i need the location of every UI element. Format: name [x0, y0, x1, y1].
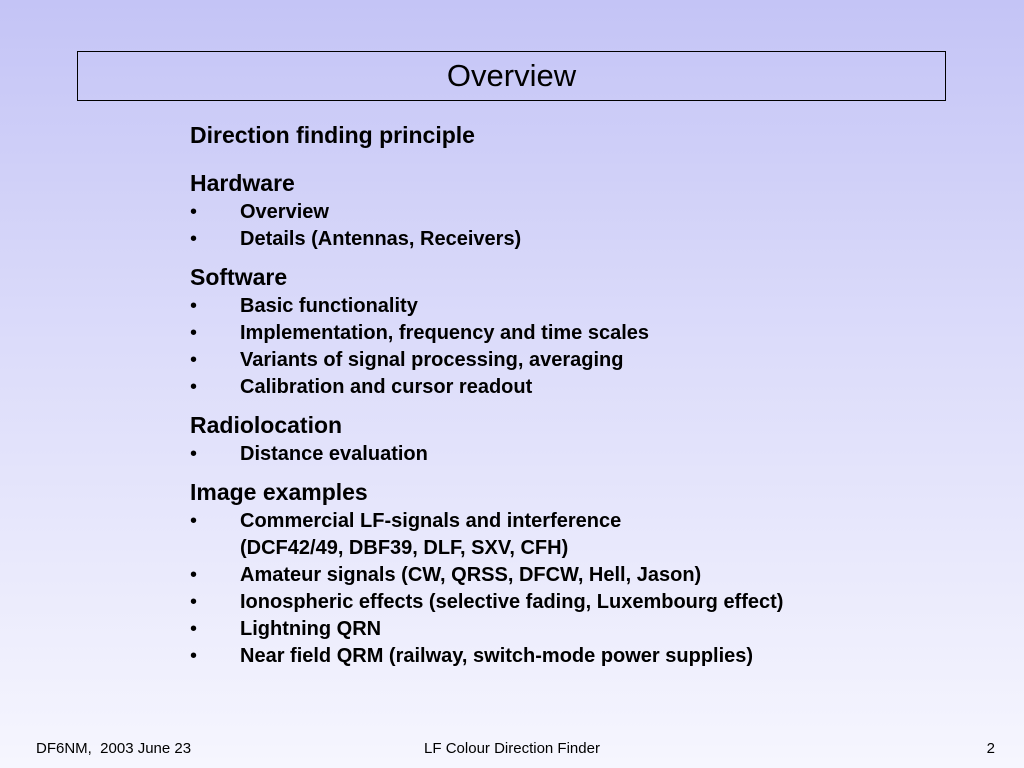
slide-content — [190, 119, 990, 676]
section-radiolocation — [190, 409, 990, 476]
bullet-icon: • — [190, 510, 198, 532]
bullet-icon: • — [190, 591, 198, 613]
bullet-item: • Calibration and cursor readout — [190, 374, 990, 401]
bullet-list — [190, 199, 990, 253]
slide-title: Overview — [77, 51, 946, 101]
bullet-icon: • — [190, 228, 198, 250]
bullet-icon: • — [190, 645, 198, 667]
section-heading: Software — [190, 264, 288, 290]
section-heading: Hardware — [190, 170, 295, 196]
bullet-list — [190, 293, 990, 401]
bullet-item: • Distance evaluation — [190, 441, 990, 468]
bullet-icon: • — [190, 201, 198, 223]
bullet-icon: • — [190, 376, 198, 398]
section-heading: Direction finding principle — [190, 122, 475, 148]
bullet-item: • Overview — [190, 199, 990, 226]
bullet-item: • Near field QRM (railway, switch-mode power supplies) — [190, 643, 990, 670]
section-heading: Radiolocation — [190, 412, 343, 438]
bullet-icon: • — [190, 618, 198, 640]
bullet-item: • Commercial LF-signals and interference — [190, 508, 990, 535]
bullet-icon: • — [190, 322, 198, 344]
bullet-icon: • — [190, 564, 198, 586]
bullet-item: • Details (Antennas, Receivers) — [190, 226, 990, 253]
bullet-icon: • — [190, 295, 198, 317]
bullet-list — [190, 508, 990, 670]
section-direction-finding — [190, 119, 990, 167]
footer-presentation-title: LF Colour Direction Finder — [424, 740, 600, 757]
bullet-item: • Implementation, frequency and time scales — [190, 320, 990, 347]
bullet-item: • Basic functionality — [190, 293, 990, 320]
bullet-item-continuation: (DCF42/49, DBF39, DLF, SXV, CFH) — [240, 537, 569, 559]
section-image-examples — [190, 476, 990, 670]
bullet-item: • Lightning QRN — [190, 616, 990, 643]
bullet-icon: • — [190, 443, 198, 465]
section-hardware — [190, 167, 990, 261]
bullet-list — [190, 441, 990, 468]
section-heading: Image examples — [190, 479, 368, 505]
bullet-item: • Amateur signals (CW, QRSS, DFCW, Hell, Jason) — [190, 562, 990, 589]
bullet-item: • Variants of signal processing, averaging — [190, 347, 990, 374]
bullet-item: • Ionospheric effects (selective fading, Luxembourg effect) — [190, 589, 990, 616]
section-software — [190, 261, 990, 409]
footer-author-date: DF6NM, 2003 June 23 — [36, 740, 192, 757]
footer-page-number: 2 — [986, 740, 995, 757]
bullet-icon: • — [190, 349, 198, 371]
